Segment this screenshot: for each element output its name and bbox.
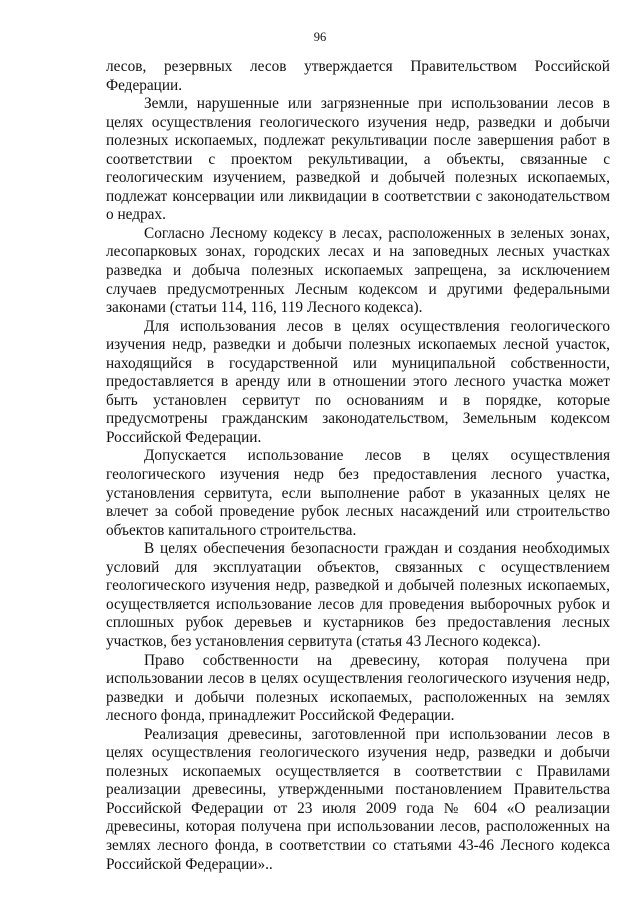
paragraph-continuation: лесов, резервных лесов утверждается Правительством Российской Федерации. bbox=[106, 58, 610, 94]
paragraph-land-reclamation: Земли, нарушенные или загрязненные при использовании лесов в целях осуществления геологического изучения недр, разведки и добычи полезных ископаемых, подлежат рекультивации после завершения работ в соответствии с проектом рекультивации, а объекты, связанные с геологическим изучением, разведкой и добычей полезных ископаемых, подлежат консервации или ликвидации в соответствии с законодательством о недрах. bbox=[106, 95, 610, 224]
paragraph-lease-servitude: Для использования лесов в целях осуществления геологического изучения недр, разведки и добычи полезных ископаемых лесной участок, находящийся в государственной или муниципальной собственности, предоставляется в аренду или в отношении этого лесного участка может быть установлен сервитут по основаниям и в порядке, которые предусмотрены гражданским законодательством, Земельным кодексом Российской Федерации. bbox=[106, 317, 610, 446]
paragraph-timber-sale: Реализация древесины, заготовленной при использовании лесов в целях осуществления геологического изучения недр, разведки и добычи полезных ископаемых осуществляется в соответствии с Правилами реализации древесины, утвержденными постановлением Правительства Российской Федерации от 23 июля 2009 года № 604 «О реализации древесины, которая получена при использовании лесов, расположенных на землях лесного фонда, в соответствии со статьями 43-46 Лесного кодекса Российской Федерации».. bbox=[106, 725, 610, 873]
paragraph-prohibited-zones: Согласно Лесному кодексу в лесах, расположенных в зеленых зонах, лесопарковых зонах, городских лесах и на заповедных лесных участках разведка и добыча полезных ископаемых запрещена, за исключением случаев предусмотренных Лесным кодексом и другими федеральными законами (статьи 114, 116, 119 Лесного кодекса). bbox=[106, 224, 610, 317]
document-body bbox=[106, 58, 610, 874]
paragraph-use-without-plot: Допускается использование лесов в целях осуществления геологического изучения недр без предоставления лесного участка, установления сервитута, если выполнение работ в указанных целях не влечет за собой проведение рубок лесных насаждений или строительство объектов капитального строительства. bbox=[106, 447, 610, 539]
paragraph-safety-felling: В целях обеспечения безопасности граждан и создания необходимых условий для эксплуатации объектов, связанных с осуществлением геологического изучения недр, разведкой и добычей полезных ископаемых, осуществляется использование лесов для проведения выборочных рубок и сплошных рубок деревьев и кустарников без предоставления лесных участков, без установления сервитута (статья 43 Лесного кодекса). bbox=[106, 540, 610, 650]
paragraph-timber-ownership: Право собственности на древесину, которая получена при использовании лесов в целях осуществления геологического изучения недр, разведки и добычи полезных ископаемых, расположенных на землях лесного фонда, принадлежит Российской Федерации. bbox=[106, 651, 610, 725]
page-number: 96 bbox=[313, 30, 327, 44]
